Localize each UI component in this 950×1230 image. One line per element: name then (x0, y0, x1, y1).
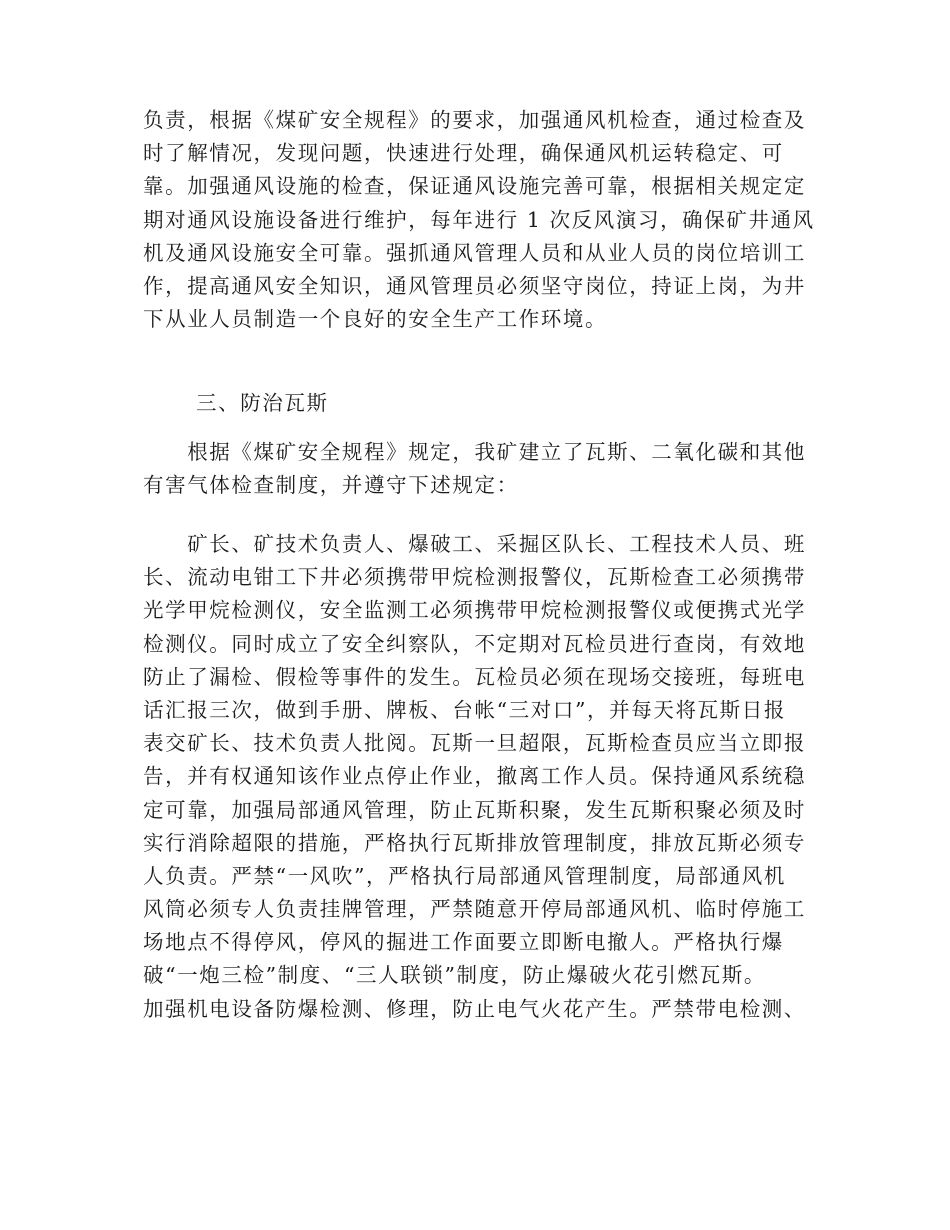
text-line: 矿长、矿技术负责人、爆破工、采掘区队长、工程技术人员、班 (143, 532, 806, 556)
text-line: 人负责。严禁“一风吹”，严格执行局部通风管理制度，局部通风机 (143, 863, 786, 888)
text-line: 根据《煤矿安全规程》规定，我矿建立了瓦斯、二氧化碳和其他 (143, 440, 806, 464)
text-line: 负责，根据《煤矿安全规程》的要求，加强通风机检查，通过检查及 (143, 108, 806, 132)
paragraph-ventilation (143, 104, 815, 336)
text-line: 防止了漏检、假检等事件的发生。瓦检员必须在现场交接班，每班电 (143, 664, 806, 689)
text-line: 场地点不得停风，停风的掘进工作面要立即断电撤人。严格执行爆 (143, 930, 784, 955)
text-line: 风筒必须专人负责挂牌管理，严禁随意开停局部通风机、临时停施工 (143, 897, 806, 922)
paragraph-gas-intro (143, 436, 809, 502)
text-line: 话汇报三次，做到手册、牌板、台帐“三对口”，并每天将瓦斯日报 (143, 697, 786, 722)
text-line: 长、流动电钳工下井必须携带甲烷检测报警仪，瓦斯检查工必须携带 (143, 565, 806, 590)
section-heading: 三、防治瓦斯 (196, 391, 329, 415)
text-line: 有害气体检查制度，并遵守下述规定： (143, 473, 519, 498)
text-line: 表交矿长、技术负责人批阅。瓦斯一旦超限，瓦斯检查员应当立即报 (143, 731, 806, 756)
text-line: 实行消除超限的措施，严格执行瓦斯排放管理制度，排放瓦斯必须专 (143, 830, 806, 855)
text-line: 靠。加强通风设施的检查，保证通风设施完善可靠，根据相关规定定 (143, 174, 806, 199)
text-line: 机及通风设施安全可靠。强抓通风管理人员和从业人员的岗位培训工 (143, 240, 806, 265)
text-line: 检测仪。同时成立了安全纠察队，不定期对瓦检员进行查岗，有效地 (143, 631, 806, 656)
text-line: 下从业人员制造一个良好的安全生产工作环境。 (143, 307, 608, 332)
text-line: 时了解情况，发现问题，快速进行处理，确保通风机运转稳定、可 (143, 141, 784, 166)
text-line: 光学甲烷检测仪，安全监测工必须携带甲烷检测报警仪或便携式光学 (143, 598, 806, 623)
text-line: 告，并有权通知该作业点停止作业，撤离工作人员。保持通风系统稳 (143, 764, 806, 789)
text-line: 加强机电设备防爆检测、修理，防止电气火花产生。严禁带电检测、 (143, 996, 806, 1021)
text-line: 定可靠，加强局部通风管理，防止瓦斯积聚，发生瓦斯积聚必须及时 (143, 797, 806, 822)
text-line: 破“一炮三检”制度、“三人联锁”制度，防止爆破火花引燃瓦斯。 (143, 963, 766, 988)
text-line: 作，提高通风安全知识，通风管理员必须坚守岗位，持证上岗，为井 (143, 273, 806, 298)
paragraph-gas-rules (143, 528, 809, 1026)
text-line: 期对通风设施设备进行维护，每年进行 1 次反风演习，确保矿井通风 (143, 207, 815, 232)
